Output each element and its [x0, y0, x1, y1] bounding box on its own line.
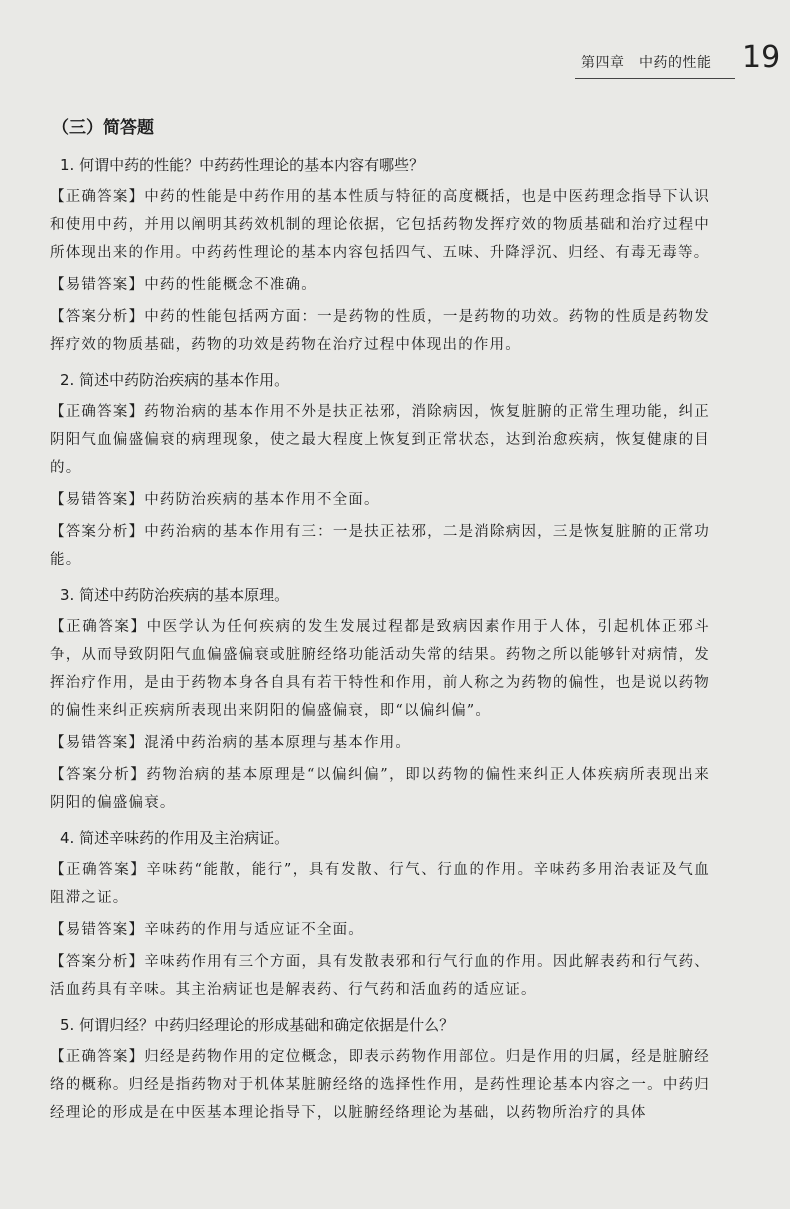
wrong-answer-text: 中药的性能概念不准确。 [144, 277, 317, 293]
wrong-answer-text: 混淆中药治病的基本原理与基本作用。 [144, 735, 412, 751]
answer-analysis-text: 辛味药作用有三个方面，具有发散表邪和行气行血的作用。因此解表药和行气药、活血药具有辛味。其主治病证也是解表药、行气药和活血药的适应证。 [50, 954, 711, 998]
wrong-answer-tag: 【易错答案】 [50, 492, 145, 508]
correct-answer-tag: 【正确答案】 [50, 862, 147, 878]
correct-answer-text: 药物治病的基本作用不外是扶正祛邪，消除病因，恢复脏腑的正常生理功能，纠正阴阳气血偏盛偏衰的病理现象，使之最大程度上恢复到正常状态，达到治愈疾病，恢复健康的目的。 [50, 404, 711, 476]
answer-analysis-tag: 【答案分析】 [50, 524, 145, 540]
qa-item-4 [50, 827, 710, 1004]
answer-analysis [50, 518, 710, 574]
question-text: 4. 简述辛味药的作用及主治病证。 [60, 829, 290, 847]
correct-answer [50, 613, 710, 725]
answer-analysis [50, 948, 710, 1004]
correct-answer-text: 归经是药物作用的定位概念，即表示药物作用部位。归是作用的归属，经是脏腑经络的概称。归经是指药物对于机体某脏腑经络的选择性作用，是药性理论基本内容之一。中药归经理论的形成是在中医基本理论指导下，以脏腑经络理论为基础，以药物所治疗的具体 [50, 1049, 711, 1121]
wrong-answer-tag: 【易错答案】 [50, 277, 145, 293]
answer-analysis-text: 中药治病的基本作用有三：一是扶正祛邪，二是消除病因，三是恢复脏腑的正常功能。 [50, 524, 711, 568]
answer-analysis [50, 761, 710, 817]
qa-item-3 [50, 584, 710, 817]
wrong-answer-tag: 【易错答案】 [50, 922, 145, 938]
qa-item-5 [50, 1014, 710, 1127]
answer-analysis-tag: 【答案分析】 [50, 309, 145, 325]
wrong-answer [50, 916, 710, 944]
section-title: （三）简答题 [52, 118, 154, 138]
correct-answer-text: 辛味药“能散，能行”，具有发散、行气、行血的作用。辛味药多用治表证及气血阻滞之证。 [50, 862, 711, 906]
correct-answer [50, 398, 710, 482]
correct-answer [50, 1043, 710, 1127]
correct-answer [50, 856, 710, 912]
wrong-answer-tag: 【易错答案】 [50, 735, 145, 751]
answer-analysis [50, 303, 710, 359]
correct-answer-tag: 【正确答案】 [50, 404, 145, 420]
question-text: 2. 简述中药防治疾病的基本作用。 [60, 371, 290, 389]
correct-answer-text: 中药的性能是中药作用的基本性质与特征的高度概括，也是中医药理念指导下认识和使用中药，并用以阐明其药效机制的理论依据，它包括药物发挥疗效的物质基础和治疗过程中所体现出来的作用。中药药性理论的基本内容包括四气、五味、升降浮沉、归经、有毒无毒等。 [50, 189, 711, 261]
wrong-answer-text: 中药防治疾病的基本作用不全面。 [144, 492, 380, 508]
wrong-answer-text: 辛味药的作用与适应证不全面。 [144, 922, 365, 938]
correct-answer-tag: 【正确答案】 [50, 1049, 145, 1065]
wrong-answer [50, 486, 710, 514]
correct-answer-text: 中医学认为任何疾病的发生发展过程都是致病因素作用于人体，引起机体正邪斗争，从而导致阴阳气血偏盛偏衰或脏腑经络功能活动失常的结果。药物之所以能够针对病情，发挥治疗作用，是由于药物本身各自具有若干特性和作用，前人称之为药物的偏性，也是说以药物的偏性来纠正疾病所表现出来阴阳的偏盛偏衰，即“以偏纠偏”。 [50, 619, 711, 719]
page-number: 19 [742, 40, 781, 75]
answer-analysis-text: 药物治病的基本原理是“以偏纠偏”，即以药物的偏性来纠正人体疾病所表现出来阴阳的偏盛偏衰。 [50, 767, 711, 811]
qa-item-2 [50, 369, 710, 574]
question-text: 5. 何谓归经？中药归经理论的形成基础和确定依据是什么？ [60, 1016, 455, 1034]
correct-answer-tag: 【正确答案】 [50, 189, 145, 205]
answer-analysis-tag: 【答案分析】 [50, 767, 147, 783]
header-rule [575, 78, 735, 79]
wrong-answer [50, 729, 710, 757]
question-text: 1. 何谓中药的性能？中药药性理论的基本内容有哪些？ [60, 156, 425, 174]
chapter-header: 第四章 中药的性能 [581, 55, 712, 71]
question-text: 3. 简述中药防治疾病的基本原理。 [60, 586, 290, 604]
answer-analysis-tag: 【答案分析】 [50, 954, 145, 970]
correct-answer-tag: 【正确答案】 [50, 619, 147, 635]
answer-analysis-text: 中药的性能包括两方面：一是药物的性质，一是药物的功效。药物的性质是药物发挥疗效的物质基础，药物的功效是药物在治疗过程中体现出的作用。 [50, 309, 711, 353]
page-content [50, 112, 710, 1137]
qa-item-1 [50, 154, 710, 359]
correct-answer [50, 183, 710, 267]
wrong-answer [50, 271, 710, 299]
